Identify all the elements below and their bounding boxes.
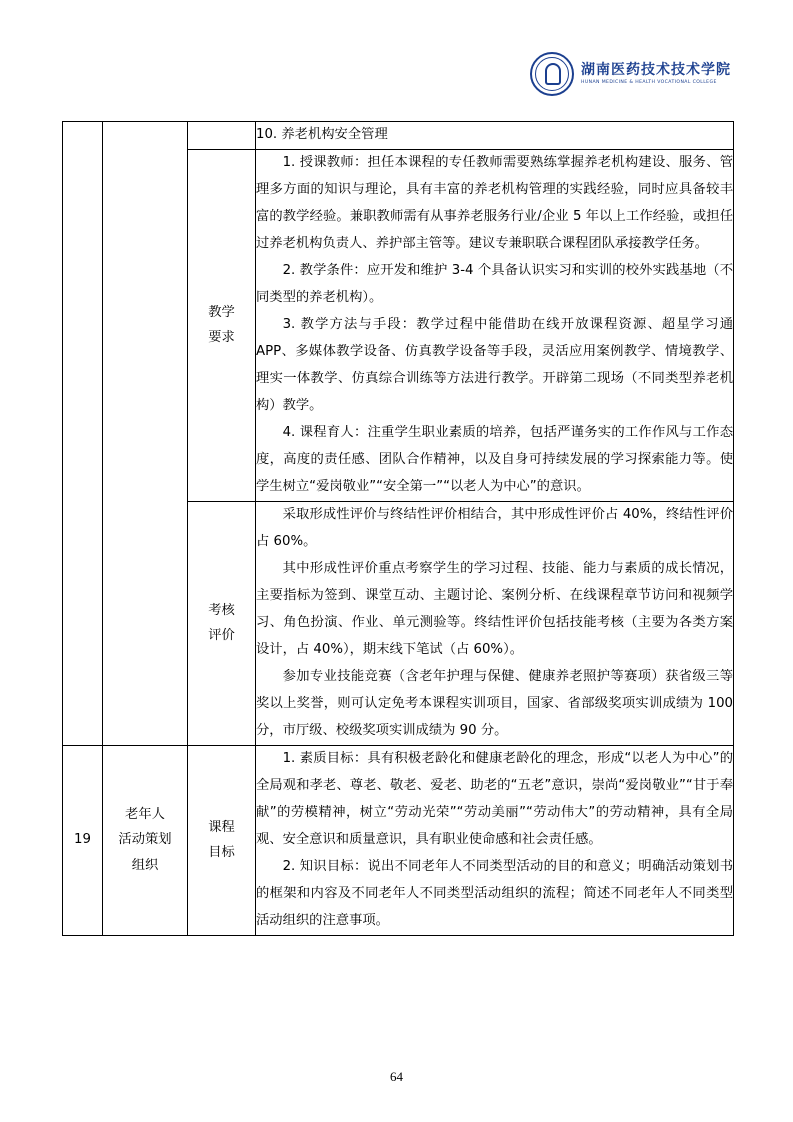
item-cell-course-objectives [188,745,256,935]
item-label-line2: 目标 [208,845,235,861]
table-row [63,745,734,935]
content-paragraph: 1. 授课教师：担任本课程的专任教师需要熟练掌握养老机构建设、服务、管理多方面的知识与理论，具有丰富的养老机构管理的实践经验，同时应具备较丰富的教学经验。兼职教师需有从事养老服务行业/企业 5 年以上工作经验，或担任过养老机构负责人、养护部主管等。建议专兼职联合课程团队承接教学任务。 [256,154,733,251]
content-paragraph: 2. 教学条件：应开发和维护 3-4 个具备认识实习和实训的校外实践基地（不同类型的养老机构）。 [256,262,733,305]
row-number-cell [63,122,103,746]
college-name-en: HUNAN MEDICINE & HEALTH VOCATIONAL COLLEGE [581,80,717,86]
item-cell-teaching-requirements [188,149,256,501]
content-line: 10. 养老机构安全管理 [256,127,388,142]
content-cell-teaching-requirements [256,149,734,501]
row-number-cell: 19 [63,745,103,935]
item-label-line1: 教学 [208,305,235,321]
course-name-line3: 组织 [131,857,159,873]
college-logo [530,52,731,96]
item-label-line2: 评价 [208,628,235,644]
content-paragraph: 2. 知识目标：说出不同老年人不同类型活动的目的和意义；明确活动策划书的框架和内容及不同老年人不同类型活动组织的流程；简述不同老年人不同类型活动组织的注意事项。 [256,858,733,928]
content-paragraph: 其中形成性评价重点考察学生的学习过程、技能、能力与素质的成长情况，主要指标为签到、课堂互动、主题讨论、案例分析、在线课程章节访问和视频学习、角色扮演、作业、单元测验等。终结性评价包括技能考核（主要为各类方案设计，占 40%），期末线下笔试（占 60%）。 [256,560,733,657]
content-paragraph: 采取形成性评价与终结性评价相结合，其中形成性评价占 40%，终结性评价占 60%。 [256,506,733,549]
item-label-line1: 课程 [208,819,235,835]
college-name-cn: 湖南医药技术技术学院 [581,62,731,79]
table-row [63,122,734,150]
content-paragraph: 4. 课程育人：注重学生职业素质的培养，包括严谨务实的工作作风与工作态度，高度的责任感、团队合作精神，以及自身可持续发展的学习探索能力等。使学生树立“爱岗敬业”“安全第一”“以老人为中心”的意识。 [256,424,733,494]
content-cell-assessment [256,501,734,745]
course-name-cell [103,122,188,746]
content-cell-course-content-continued [256,122,734,150]
content-paragraph: 3. 教学方法与手段：教学过程中能借助在线开放课程资源、超星学习通 APP、多媒体教学设备、仿真教学设备等手段，灵活应用案例教学、情境教学、理实一体教学、仿真综合训练等方法进行教学。开辟第二现场（不同类型养老机构）教学。 [256,316,733,413]
item-label-line2: 要求 [208,330,235,346]
item-cell-continued [188,122,256,150]
course-name-cell [103,745,188,935]
item-cell-assessment [188,501,256,745]
content-paragraph: 1. 素质目标：具有积极老龄化和健康老龄化的理念，形成“以老人为中心”的全局观和孝老、尊老、敬老、爱老、助老的“五老”意识，崇尚“爱岗敬业”“甘于奉献”的劳模精神，树立“劳动光荣”“劳动美丽”“劳动伟大”的劳动精神，具有全局观、安全意识和质量意识，具有职业使命感和社会责任感。 [256,750,733,847]
content-paragraph: 参加专业技能竞赛（含老年护理与保健、健康养老照护等赛项）获省级三等奖以上奖誉，则可认定免考本课程实训项目，国家、省部级奖项实训成绩为 100 分，市厅级、校级奖项实训成绩为 90 分。 [256,668,733,738]
college-logo-text [581,62,731,85]
page-number: 64 [390,1069,403,1084]
course-name-line2: 活动策划 [118,832,172,848]
item-label-line1: 考核 [208,602,235,618]
college-seal-icon [530,52,574,96]
content-cell-course-objectives [256,745,734,935]
course-name-line1: 老年人 [125,807,165,823]
course-outline-table [62,121,734,936]
